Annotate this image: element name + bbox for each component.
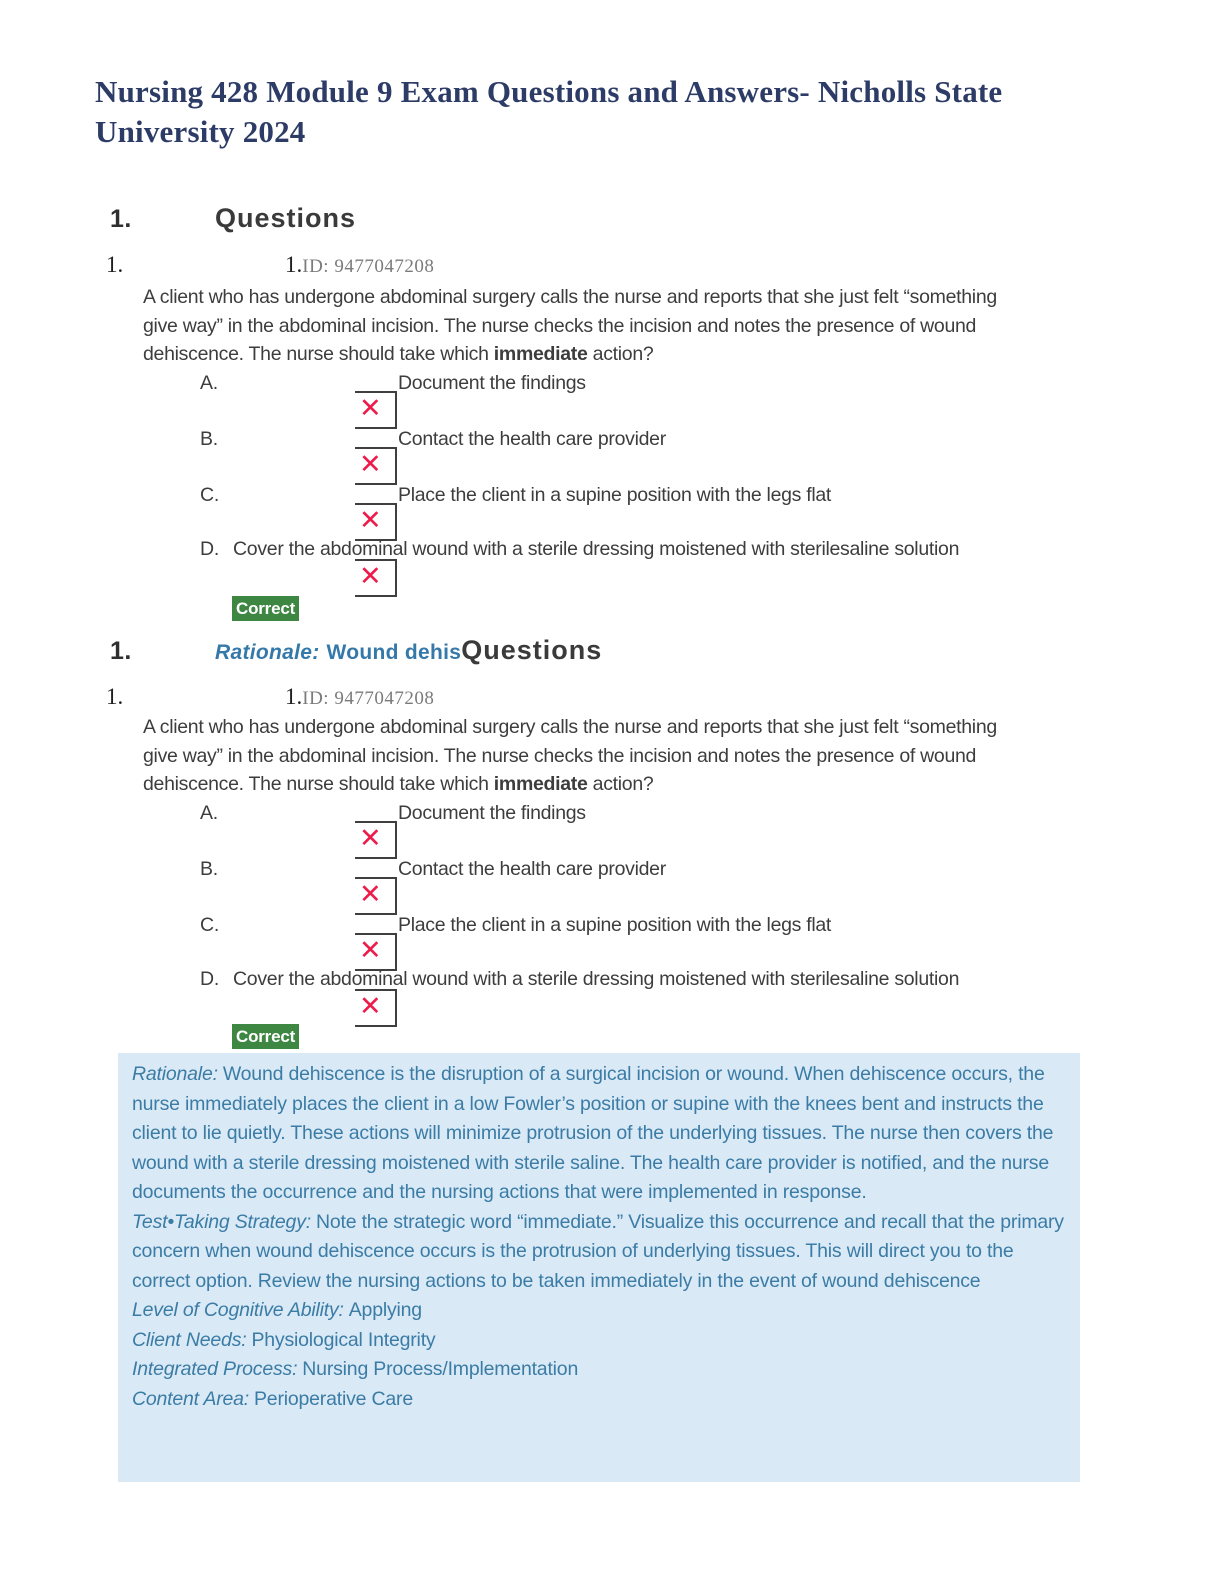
option-text: Contact the health care provider [398, 428, 666, 450]
option-letter: C. [200, 914, 220, 936]
cognitive-ability-line: Level of Cognitive Ability: Applying [132, 1299, 422, 1321]
answer-checkbox[interactable] [355, 877, 397, 915]
question-text [143, 283, 1028, 369]
red-x-icon: ✕ [359, 393, 382, 423]
question-list-number: 1. [106, 252, 124, 277]
question-id: ID: 9477047208 [302, 688, 435, 709]
question-text-emphasis: immediate [493, 343, 588, 365]
option-text: Document the findings [398, 802, 586, 824]
correct-badge: Correct [232, 596, 299, 621]
option-row-b [143, 428, 1093, 484]
question-text-tail: action? [587, 343, 654, 365]
option-row-a [143, 372, 1093, 428]
section-number: 1. [110, 205, 132, 233]
client-needs-line: Client Needs: Physiological Integrity [132, 1328, 436, 1351]
red-x-icon: ✕ [359, 823, 382, 853]
question-text-emphasis: immediate [493, 773, 588, 795]
question-id-row [106, 252, 434, 278]
correct-badge: Correct [232, 1024, 299, 1049]
cognitive-ability-lead: Level of Cognitive Ability: [132, 1299, 344, 1321]
test-taking-strategy-paragraph: Test•Taking Strategy: Note the strategic word “immediate.” Visualize this occurrence and recall that the primary concern when wound dehiscence occurs is the protrusion of underlying tissues. This will direct you to the correct option. Review the nursing actions to be taken immediately in the event of wound dehiscence [132, 1210, 1064, 1292]
answer-checkbox[interactable] [355, 933, 397, 971]
answer-checkbox[interactable] [355, 391, 397, 429]
red-x-icon: ✕ [359, 935, 382, 965]
option-letter: B. [200, 428, 219, 450]
answer-checkbox[interactable] [355, 821, 397, 859]
option-text: Cover the abdominal wound with a sterile dressing moistened with sterilesaline solution [233, 538, 960, 560]
option-text: Contact the health care provider [398, 858, 666, 880]
red-x-icon: ✕ [359, 991, 382, 1021]
option-letter: D. [200, 968, 220, 990]
rationale-fragment [215, 641, 461, 665]
question-list-number: 1. [106, 684, 124, 709]
content-area-line: Content Area: Perioperative Care [132, 1387, 413, 1410]
option-text: Document the findings [398, 372, 586, 394]
option-text: Cover the abdominal wound with a sterile dressing moistened with sterilesaline solution [233, 968, 960, 990]
answer-checkbox[interactable] [355, 447, 397, 485]
question-inner-number: 1. [285, 252, 303, 277]
option-row-d [143, 538, 1093, 594]
question-text [143, 713, 1028, 799]
rationale-snippet: Wound dehis [326, 641, 462, 664]
question-inner-number: 1. [285, 684, 303, 709]
option-row-a [143, 802, 1093, 858]
red-x-icon: ✕ [359, 505, 382, 535]
rationale-lead: Rationale: [132, 1063, 218, 1085]
answer-checkbox[interactable] [355, 559, 397, 597]
question-id: ID: 9477047208 [302, 256, 435, 277]
question-text-lead: A client who has undergone abdominal surgery calls the nurse and reports that she just felt “something give way” in the abdominal incision. The nurse checks the incision and notes the presence of wound dehiscence. The nurse should take which [143, 286, 997, 365]
red-x-icon: ✕ [359, 561, 382, 591]
option-row-c [143, 484, 1093, 540]
section-number: 1. [110, 637, 132, 665]
option-letter: C. [200, 484, 220, 506]
question-text-tail: action? [587, 773, 654, 795]
rationale-panel [118, 1053, 1080, 1482]
option-row-c [143, 914, 1093, 970]
section-label: Questions [461, 635, 603, 665]
option-text: Place the client in a supine position with the legs flat [398, 484, 832, 506]
option-text: Place the client in a supine position with the legs flat [398, 914, 832, 936]
option-letter: A. [200, 802, 219, 824]
answer-checkbox[interactable] [355, 989, 397, 1027]
option-row-d [143, 968, 1093, 1024]
question-id-row [106, 684, 434, 710]
section-heading-rationale-questions [110, 635, 602, 666]
red-x-icon: ✕ [359, 879, 382, 909]
option-letter: A. [200, 372, 219, 394]
section-label: Questions [215, 203, 357, 233]
section-heading-questions [110, 203, 356, 234]
option-letter: B. [200, 858, 219, 880]
rationale-label: Rationale: [215, 641, 320, 664]
rationale-paragraph: Rationale: Wound dehiscence is the disruption of a surgical incision or wound. When dehiscence occurs, the nurse immediately places the client in a low Fowler’s position or supine with the knees bent and instructs the client to lie quietly. These actions will minimize protrusion of the underlying tissues. The nurse then covers the wound with a sterile dressing moistened with sterile saline. The health care provider is notified, and the nurse documents the occurrence and the nursing actions that were implemented in response. [132, 1063, 1054, 1203]
client-needs-lead: Client Needs: [132, 1328, 247, 1351]
option-letter: D. [200, 538, 220, 560]
strategy-lead: Test•Taking Strategy: [132, 1210, 311, 1233]
document-title: Nursing 428 Module 9 Exam Questions and Answers- Nicholls State University 2024 [95, 74, 1003, 149]
integrated-process-lead: Integrated Process: [132, 1358, 298, 1380]
option-row-b [143, 858, 1093, 914]
content-area-lead: Content Area: [132, 1387, 249, 1410]
answer-checkbox[interactable] [355, 503, 397, 541]
question-text-lead: A client who has undergone abdominal surgery calls the nurse and reports that she just felt “something give way” in the abdominal incision. The nurse checks the incision and notes the presence of wound dehiscence. The nurse should take which [143, 716, 997, 795]
red-x-icon: ✕ [359, 449, 382, 479]
integrated-process-line: Integrated Process: Nursing Process/Implementation [132, 1358, 579, 1380]
